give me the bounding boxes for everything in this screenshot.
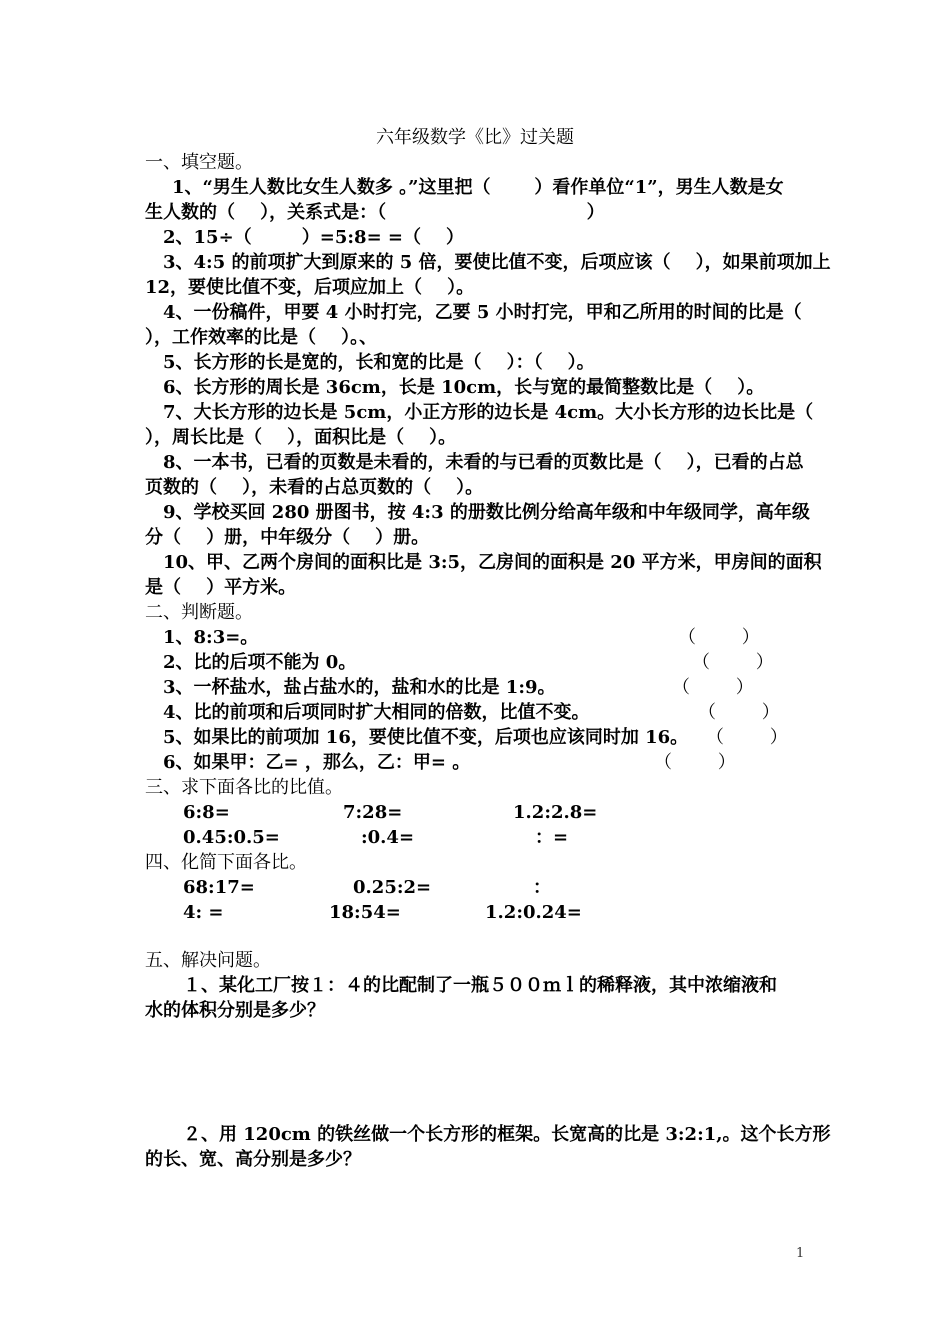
question-3-line-1: 3、4:5 的前项扩大到原来的 5 倍，要使比值不变，后项应该（ ），如果前项加上 xyxy=(163,252,831,273)
judge-item-4: 4、比的前项和后项同时扩大相同的倍数，比值不变。 xyxy=(163,702,590,723)
question-9-line-1: 9、学校买回 280 册图书，按 4:3 的册数比例分给高年级和中年级同学，高年级 xyxy=(163,502,810,523)
question-6: 6、长方形的周长是 36cm，长是 10cm，长与宽的最简整数比是（ ）。 xyxy=(163,377,765,398)
judge-answer-box-5[interactable]: （ ） xyxy=(706,727,788,748)
question-10-line-2: 是（ ）平方米。 xyxy=(145,577,297,598)
ratio-value-cell: ：= xyxy=(535,827,569,848)
section-heading-fill: 一、填空题。 xyxy=(145,152,253,173)
question-9-line-2: 分（ ）册，中年级分（ ）册。 xyxy=(145,527,430,548)
question-2: 2、15÷（ ）=5:8= =（ ） xyxy=(163,227,465,248)
judge-item-2: 2、比的后项不能为 0。 xyxy=(163,652,357,673)
simplify-cell: ： xyxy=(533,877,551,898)
ratio-value-cell: 7:28= xyxy=(343,802,403,823)
problem-1-line-2: 水的体积分别是多少？ xyxy=(145,1000,325,1021)
ratio-value-cell: 6:8= xyxy=(183,802,230,823)
simplify-cell: 18:54= xyxy=(329,902,401,923)
judge-item-5: 5、如果比的前项加 16，要使比值不变，后项也应该同时加 16。 xyxy=(163,727,689,748)
question-8-line-2: 页数的（ ），未看的占总页数的（ ）。 xyxy=(145,477,484,498)
question-4-line-2: ），工作效率的比是（ ）。、 xyxy=(145,327,378,348)
judge-item-1: 1、8:3=。 xyxy=(163,627,259,648)
judge-answer-box-3[interactable]: （ ） xyxy=(672,677,754,698)
simplify-cell: 68:17= xyxy=(183,877,255,898)
section-heading-ratio-value: 三、求下面各比的比值。 xyxy=(145,777,343,798)
simplify-cell: 4: = xyxy=(183,902,224,923)
question-10-line-1: 10、甲、乙两个房间的面积比是 3:5，乙房间的面积是 20 平方米，甲房间的面积 xyxy=(163,552,822,573)
ratio-value-cell: 1.2:2.8= xyxy=(513,802,598,823)
page-title: 六年级数学《比》过关题 xyxy=(376,127,574,148)
judge-item-6: 6、如果甲：乙= ，那么，乙：甲= 。 xyxy=(163,752,471,773)
question-1-line-1: 1、“男生人数比女生人数多 。”这里把（ ）看作单位“1”，男生人数是女 xyxy=(172,177,784,198)
question-1-line-2: 生人数的（ ），关系式是：（ ） xyxy=(145,202,605,223)
question-4-line-1: 4、一份稿件，甲要 4 小时打完，乙要 5 小时打完，甲和乙所用的时间的比是（ xyxy=(163,302,802,323)
judge-answer-box-2[interactable]: （ ） xyxy=(692,652,774,673)
ratio-value-cell: :0.4= xyxy=(361,827,415,848)
problem-2-line-1: ２、用 120cm 的铁丝做一个长方形的框架。长宽高的比是 3:2:1,。这个长方形 xyxy=(183,1124,831,1145)
ratio-value-cell: 0.45:0.5= xyxy=(183,827,280,848)
question-8-line-1: 8、一本书，已看的页数是未看的，未看的与已看的页数比是（ ），已看的占总 xyxy=(163,452,804,473)
simplify-cell: 1.2:0.24= xyxy=(485,902,582,923)
section-heading-judge: 二、判断题。 xyxy=(145,602,253,623)
judge-answer-box-4[interactable]: （ ） xyxy=(698,702,780,723)
question-7-line-1: 7、大长方形的边长是 5cm，小正方形的边长是 4cm。大小长方形的边长比是（ xyxy=(163,402,814,423)
problem-1-line-1: １、某化工厂按１：４的比配制了一瓶５００ｍｌ的稀释液，其中浓缩液和 xyxy=(183,975,777,996)
problem-2-line-2: 的长、宽、高分别是多少？ xyxy=(145,1149,361,1170)
question-7-line-2: ），周长比是（ ），面积比是（ ）。 xyxy=(145,427,457,448)
section-heading-solve: 五、解决问题。 xyxy=(145,950,271,971)
judge-answer-box-1[interactable]: （ ） xyxy=(678,627,760,648)
judge-item-3: 3、一杯盐水，盐占盐水的，盐和水的比是 1:9。 xyxy=(163,677,556,698)
question-3-line-2: 12，要使比值不变，后项应加上（ ）。 xyxy=(145,277,475,298)
judge-answer-box-6[interactable]: （ ） xyxy=(654,752,736,773)
section-heading-simplify: 四、化简下面各比。 xyxy=(145,852,307,873)
simplify-cell: 0.25:2= xyxy=(353,877,432,898)
question-5: 5、长方形的长是宽的，长和宽的比是（ ）：（ ）。 xyxy=(163,352,595,373)
page-number: 1 xyxy=(796,1246,805,1261)
